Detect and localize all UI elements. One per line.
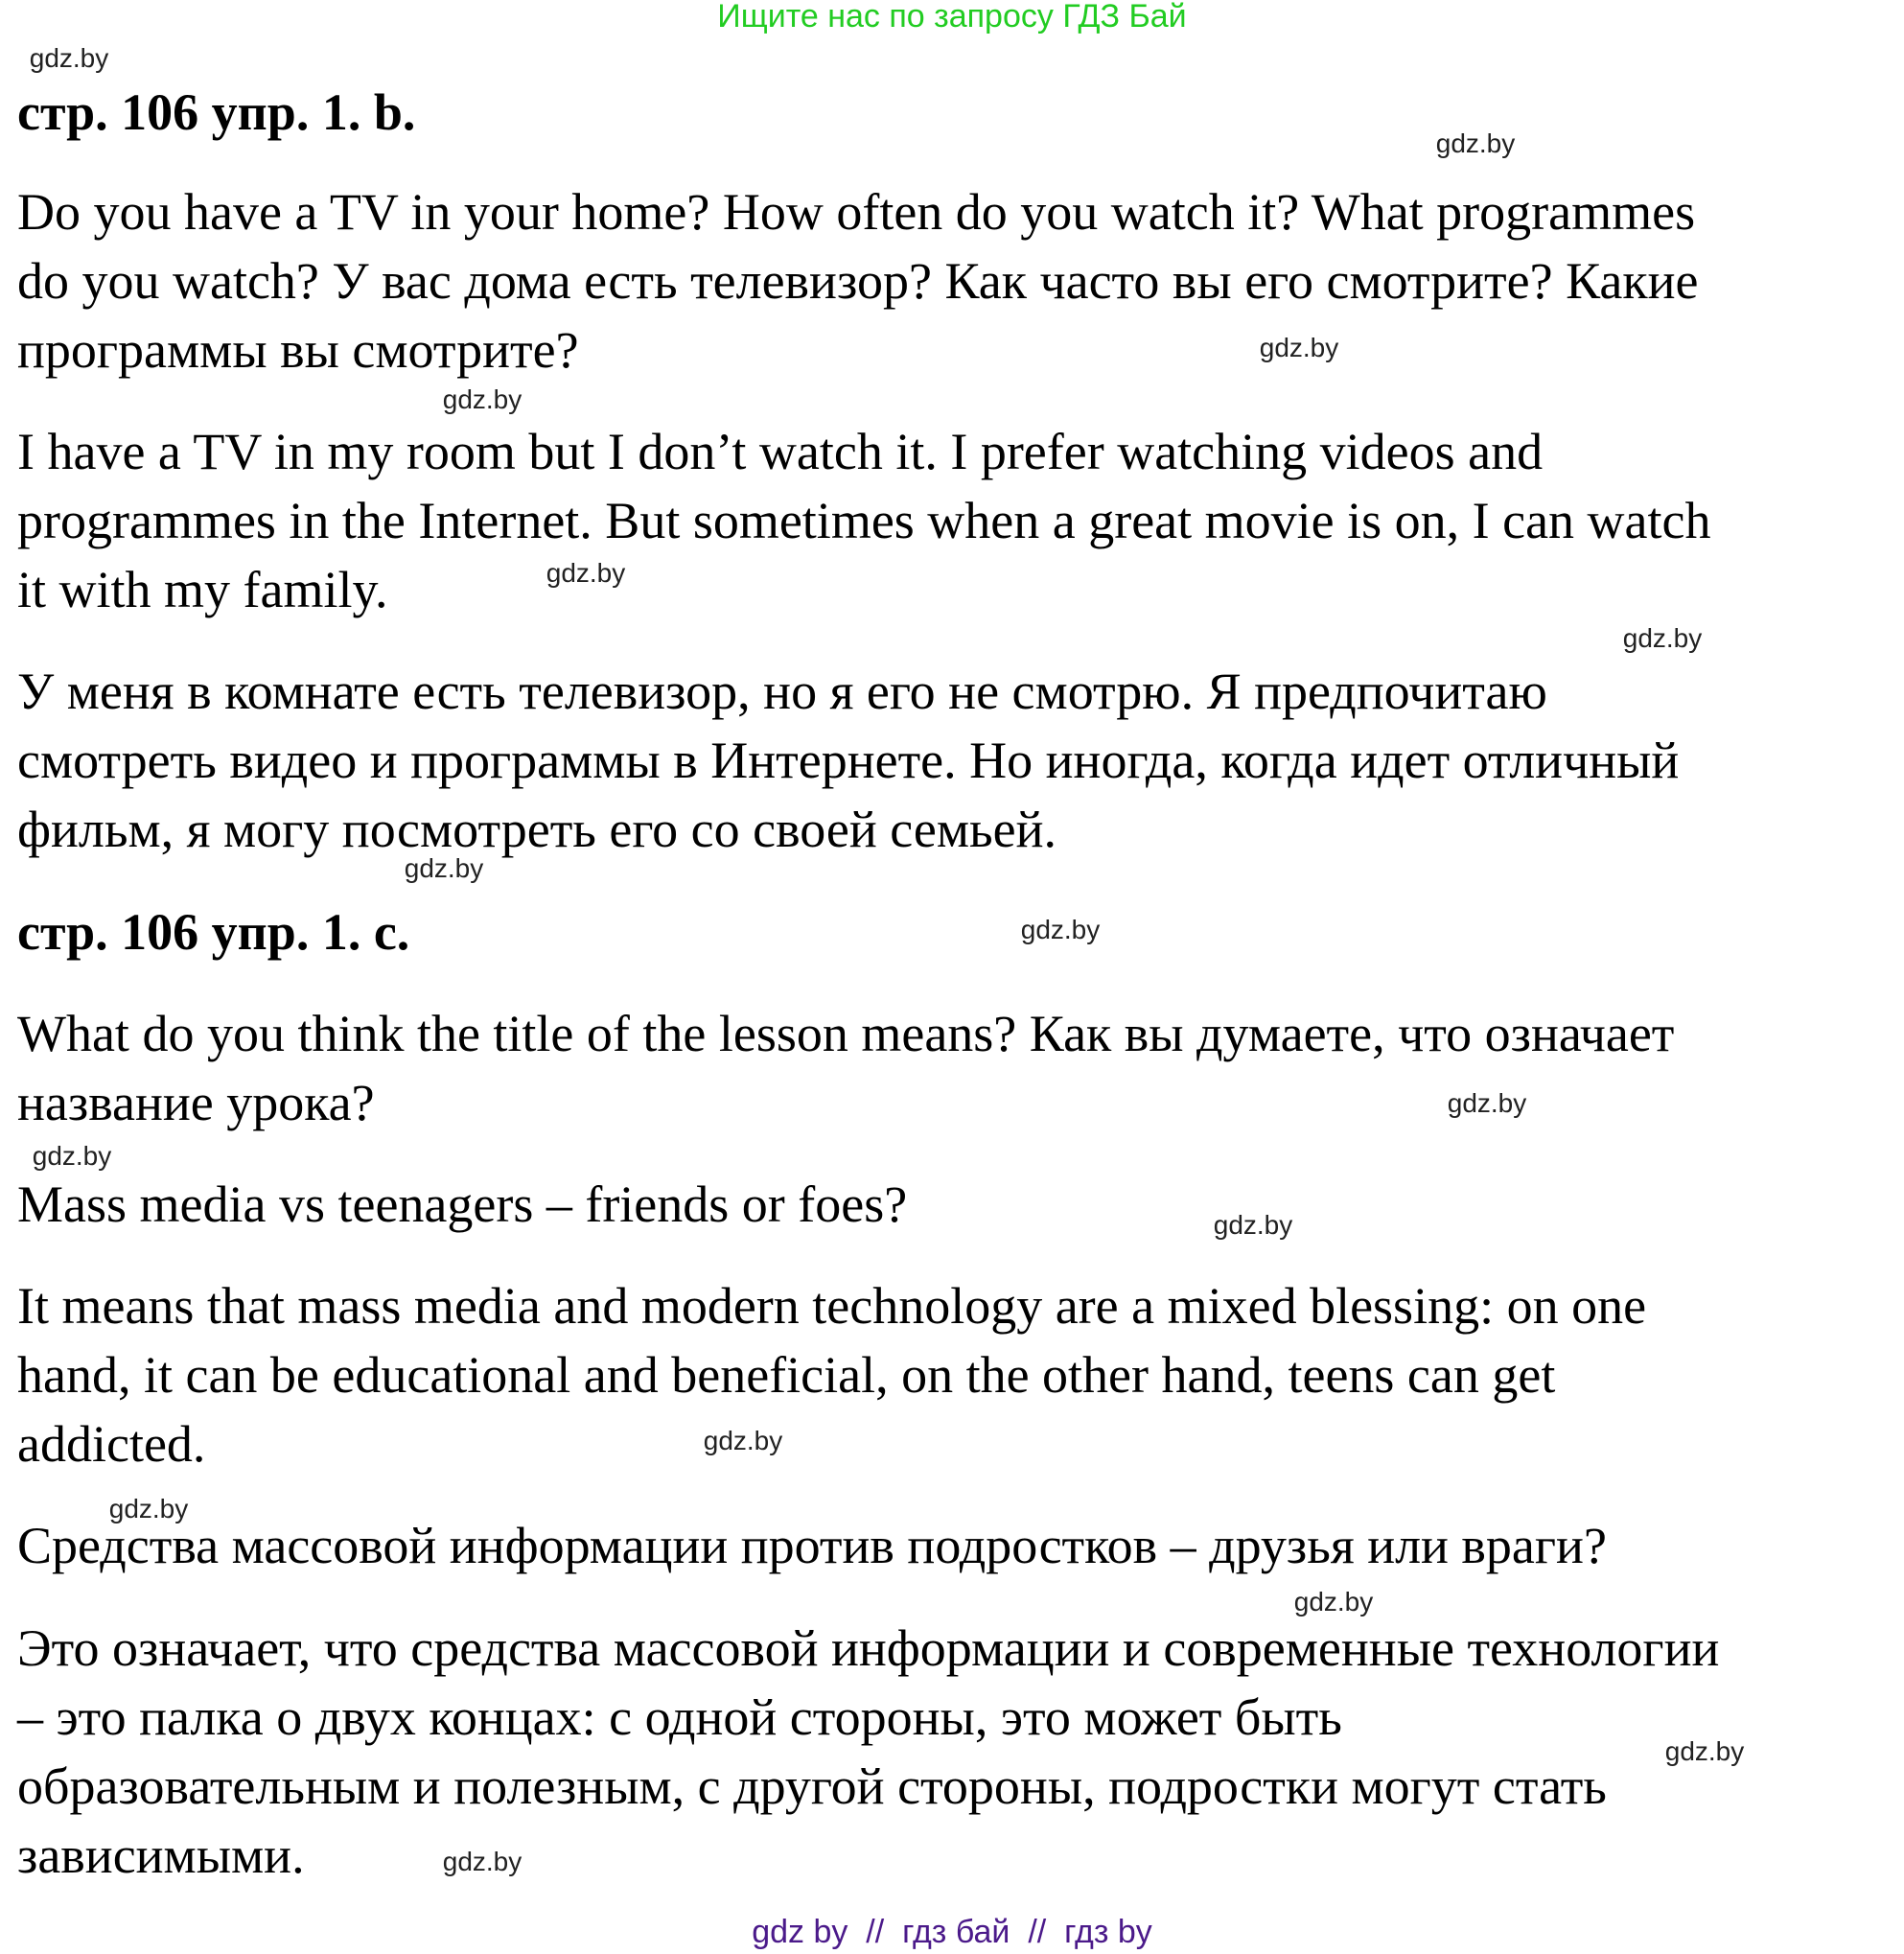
text-line: Do you have a TV in your home? How often do you watch it? What programmes — [17, 183, 1696, 241]
watermark: gdz.by — [1447, 1088, 1527, 1118]
text-line: – это палка о двух концах: с одной стороны, это может быть — [17, 1688, 1342, 1746]
watermark: gdz.by — [1664, 1736, 1745, 1766]
answer-russian — [17, 657, 1679, 864]
watermark: gdz.by — [108, 1494, 189, 1524]
watermark: gdz.by — [442, 1847, 522, 1876]
watermark: gdz.by — [32, 1141, 112, 1171]
watermark: gdz.by — [1435, 128, 1516, 158]
lesson-title — [17, 1170, 907, 1239]
watermark: gdz.by — [442, 384, 522, 414]
watermark: gdz.by — [1020, 915, 1101, 944]
watermark: gdz.by — [404, 853, 484, 883]
section-heading-1b: стр. 106 упр. 1. b. — [17, 83, 416, 141]
text-line: It means that mass media and modern technology are a mixed blessing: on one — [17, 1277, 1647, 1335]
text-line: Mass media vs teenagers – friends or foes? — [17, 1175, 908, 1233]
watermark: gdz.by — [703, 1426, 783, 1455]
text-line: У меня в комнате есть телевизор, но я его не смотрю. Я предпочитаю — [17, 663, 1547, 720]
watermark: gdz.by — [29, 43, 109, 73]
text-line: programmes in the Internet. But sometimes when a great movie is on, I can watch — [17, 492, 1711, 549]
answer-english — [17, 1271, 1646, 1478]
text-line: hand, it can be educational and beneficial, on the other hand, teens can get — [17, 1346, 1556, 1404]
lesson-title-russian — [17, 1511, 1607, 1580]
search-banner: Ищите нас по запросу ГДЗ Бай — [717, 0, 1187, 35]
text-line: программы вы смотрите? — [17, 321, 579, 379]
answer-russian — [17, 1614, 1719, 1890]
text-line: Средства массовой информации против подростков – друзья или враги? — [17, 1517, 1607, 1574]
text-line: фильм, я могу посмотреть его со своей семьей. — [17, 801, 1057, 858]
section-heading-1c: стр. 106 упр. 1. c. — [17, 903, 410, 961]
text-line: What do you think the title of the lesson means? Как вы думаете, что означает — [17, 1005, 1675, 1062]
question-paragraph — [17, 999, 1674, 1137]
question-paragraph — [17, 177, 1698, 384]
watermark: gdz.by — [1213, 1210, 1293, 1240]
answer-english — [17, 417, 1711, 624]
watermark: gdz.by — [1293, 1587, 1374, 1617]
text-line: зависимыми. — [17, 1826, 305, 1884]
text-line: addicted. — [17, 1415, 206, 1473]
watermark: gdz.by — [1259, 333, 1339, 362]
text-line: do you watch? У вас дома есть телевизор? Как часто вы его смотрите? Какие — [17, 252, 1699, 310]
text-line: образовательным и полезным, с другой стороны, подростки могут стать — [17, 1757, 1607, 1815]
footer-links[interactable]: gdz by // гдз бай // гдз by — [752, 1914, 1152, 1950]
text-line: I have a TV in my room but I don’t watch it. I prefer watching videos and — [17, 423, 1544, 480]
text-line: it with my family. — [17, 561, 388, 618]
text-line: название урока? — [17, 1074, 375, 1131]
watermark: gdz.by — [1622, 623, 1703, 653]
watermark: gdz.by — [546, 558, 626, 588]
text-line: Это означает, что средства массовой информации и современные технологии — [17, 1619, 1720, 1677]
text-line: смотреть видео и программы в Интернете. Но иногда, когда идет отличный — [17, 732, 1680, 789]
